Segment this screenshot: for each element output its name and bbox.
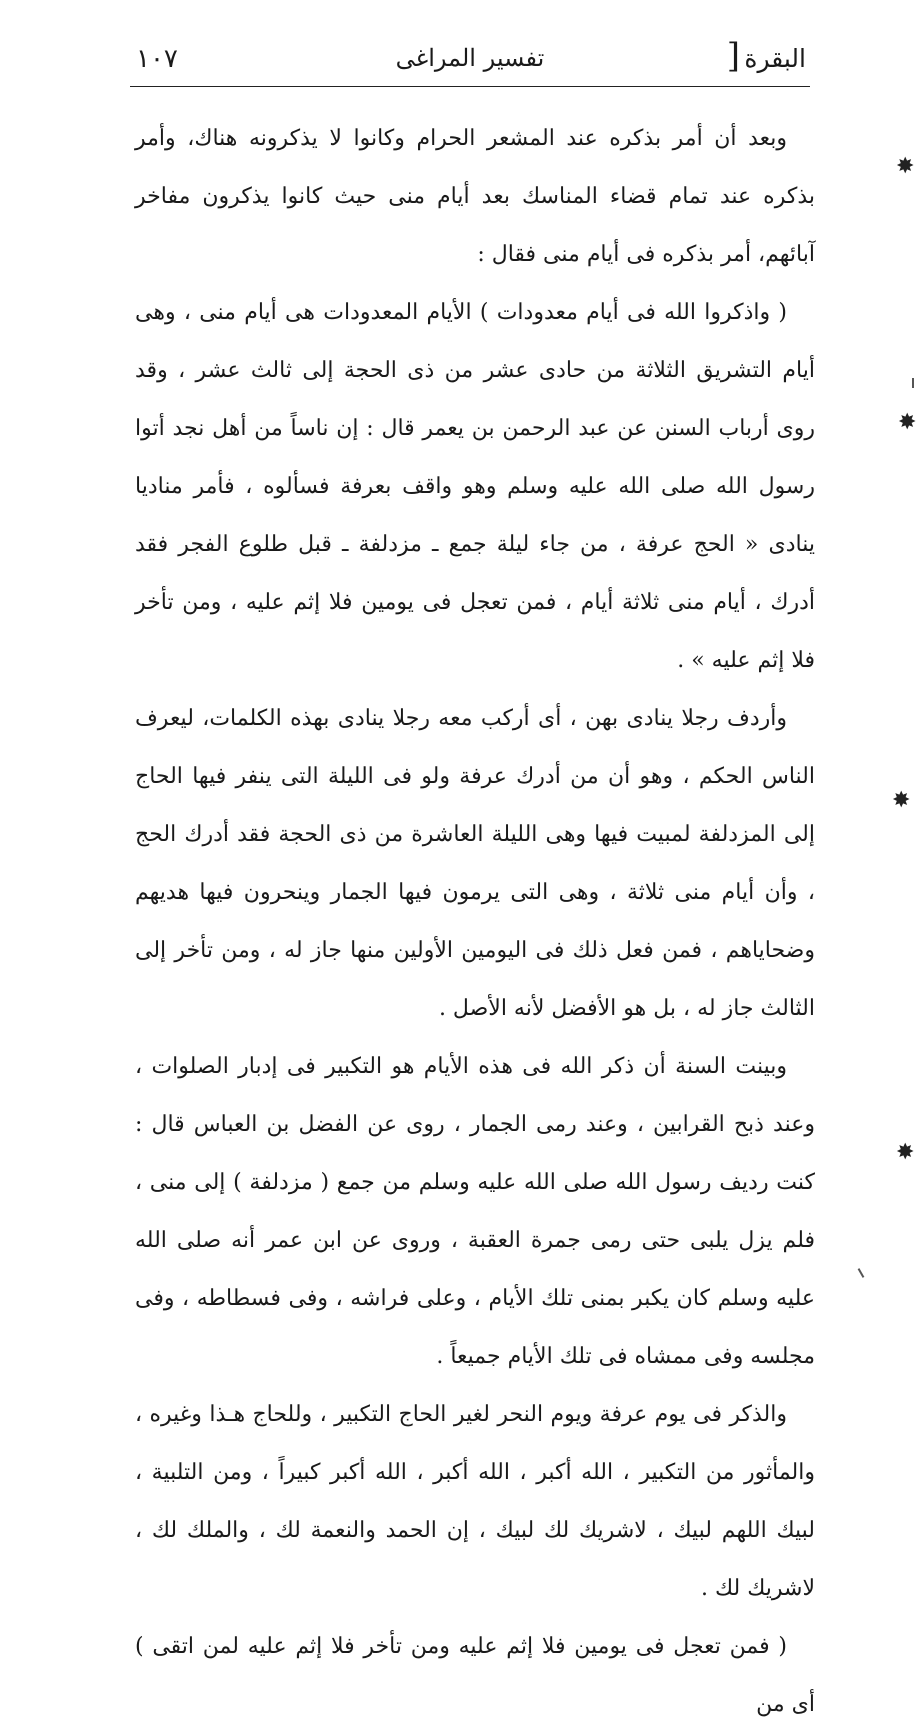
paragraph: ( فمن تعجل فى يومين فلا إثم عليه ومن تأخر فلا إثم عليه لمن اتقى ) أى من (135, 1634, 815, 1717)
page-number: ١٠٧ (136, 44, 178, 74)
header-rule (130, 86, 810, 87)
paragraph: ( واذكروا الله فى أيام معدودات ) الأيام المعدودات هى أيام منى ، وهى أيام التشريق الثلاثة من حادى عشر من ذى الحجة إلى ثالث عشر ، وقد روى أرباب السنن عن عبد الرحمن بن يعمر قال : إن ناساً من أهل نجد أتوا رسول الله صلى الله عليه وسلم وهو واقف بعرفة فسألوه ، فأمر مناديا ينادى « الحج عرفة ، من جاء ليلة جمع ـ مزدلفة ـ قبل طلوع الفجر فقد أدرك ، أيام منى ثلاثة أيام ، فمن تعجل فى يومين فلا إثم عليه ، ومن تأخر فلا إثم عليه » . (135, 300, 815, 673)
scan-mark (912, 378, 914, 388)
paragraph: وبينت السنة أن ذكر الله فى هذه الأيام هو التكبير فى إدبار الصلوات ، وعند ذبح القرابين ، وعند رمى الجمار ، روى عن الفضل بن العباس قال : كنت رديف رسول الله صلى الله عليه وسلم من جمع ( مزدلفة ) إلى منى ، فلم يزل يلبى حتى رمى جمرة العقبة ، وروى عن ابن عمر أنه صلى الله عليه وسلم كان يكبر بمنى تلك الأيام ، وعلى فراشه ، وفى فسطاطه ، وفى مجلسه وفى ممشاه فى تلك الأيام جميعاً . (135, 1054, 815, 1369)
ink-blot-icon: ✸ (896, 154, 915, 179)
page-header (130, 34, 810, 84)
scan-mark (858, 1268, 865, 1278)
book-title: تفسير المراغى (395, 44, 545, 72)
ink-blot-icon: ✸ (898, 410, 917, 435)
paragraph: وبعد أن أمر بذكره عند المشعر الحرام وكانوا لا يذكرونه هناك، وأمر بذكره عند تمام قضاء المناسك بعد أيام منى حيث كانوا يذكرون مفاخر آبائهم، أمر بذكره فى أيام منى فقال : (135, 126, 815, 267)
ink-blot-icon: ✸ (892, 788, 911, 813)
page-body (135, 110, 815, 1734)
paragraph: وأردف رجلا ينادى بهن ، أى أركب معه رجلا ينادى بهذه الكلمات، ليعرف الناس الحكم ، وهو أن من أدرك عرفة ولو فى الليلة التى ينفر فيها الحاج إلى المزدلفة لمبيت فيها وهى الليلة العاشرة من ذى الحجة فقد أدرك الحج ، وأن أيام منى ثلاثة ، وهى التى يرمون فيها الجمار وينحرون فيها هديهم وضحاياهم ، فمن فعل ذلك فى اليومين الأولين منها جاز له ، ومن تأخر إلى الثالث جاز له ، بل هو الأفضل لأنه الأصل . (135, 706, 815, 1021)
ink-blot-icon: ✸ (896, 1140, 915, 1165)
header-bracket: ] (726, 36, 740, 76)
surah-name: البقرة (744, 44, 806, 73)
paragraph: والذكر فى يوم عرفة ويوم النحر لغير الحاج التكبير ، وللحاج هـذا وغيره ، والمأثور من التكبير ، الله أكبر ، الله أكبر ، الله أكبر كبيراً ، ومن التلبية ، لبيك اللهم لبيك ، لاشريك لك لبيك ، إن الحمد والنعمة لك ، والملك لك ، لاشريك لك . (135, 1402, 815, 1601)
